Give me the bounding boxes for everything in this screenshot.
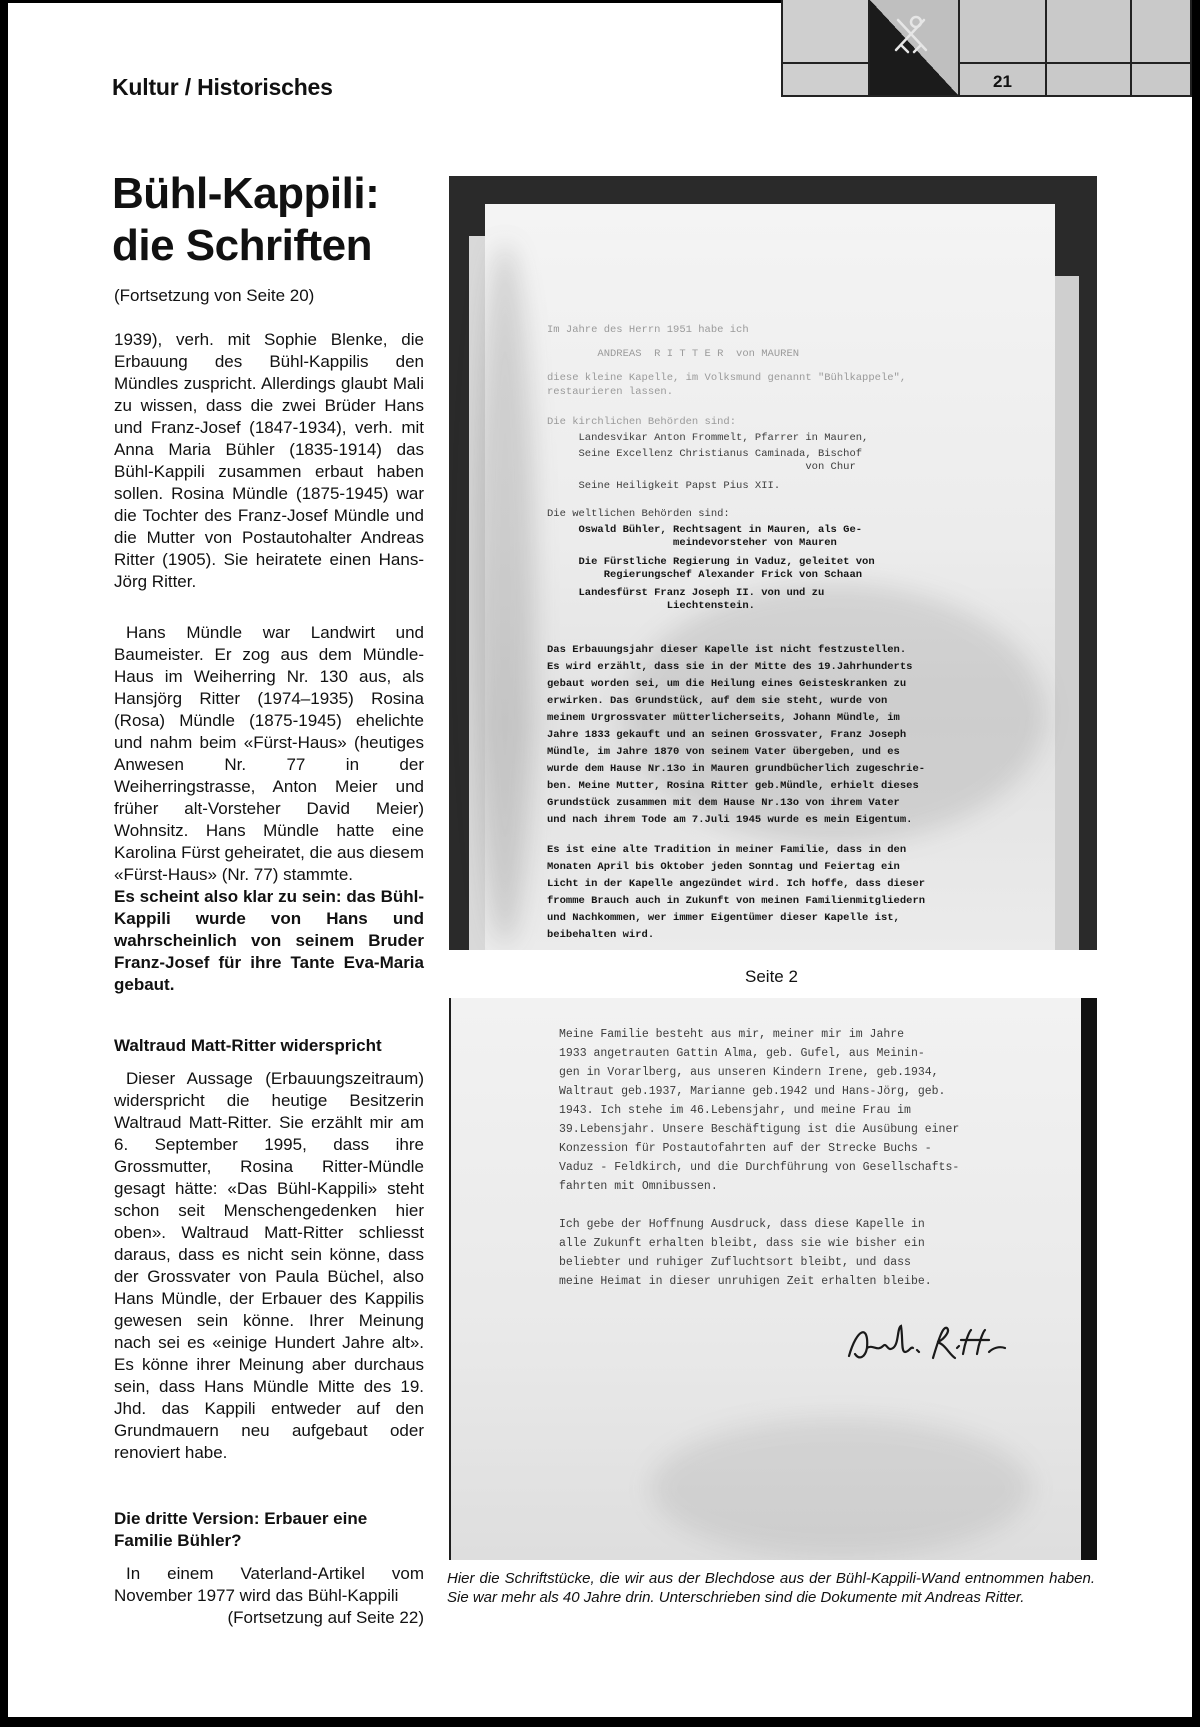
typed-line: Landesvikar Anton Frommelt, Pfarrer in Mauren, [547,432,869,444]
typed-line: Monaten April bis Oktober jeden Sonntag und Feiertag ein [547,861,900,873]
typed-line: Grundstück zusammen mit dem Hause Nr.13o von ihrem Vater [547,797,900,809]
typed-line: Landesfürst Franz Joseph II. von und zu [547,587,825,599]
typed-line: Die Fürstliche Regierung in Vaduz, geleitet von [547,556,875,568]
typed-line: wurde dem Hause Nr.13o in Mauren grundbücherlich zugeschrie- [547,763,926,775]
page-border-right [1192,0,1200,1727]
typed-line: Licht in der Kapelle angezündet wird. Ich hoffe, dass dieser [547,878,926,890]
header-cell [1045,0,1130,97]
paragraph-text: In einem Vaterland-Artikel vom November 1977 wird das Bühl-Kappili [114,1564,424,1605]
paragraph-text: Hans Mündle war Landwirt und Baumeister. Er zog aus dem Mündle-Haus im Weiherring Nr. 130 aus, als Hansjörg Ritter (1974–1935) Rosina (Rosa) Mündle (1875-1945) ehelichte und nahm beim «Fürst-Haus» (heutiges Anwesen Nr. 77 in der Weiherringstrasse, Anton Meier und früher alt-Vorsteher David Meier) Wohnsitz. Hans Mündle hatte eine Karolina Fürst geheiratet, die aus diesem «Fürst-Haus» (Nr. 77) stammte. [114,623,424,884]
typed-line: erwirken. Das Grundstück, auf dem sie steht, wurde von [547,695,888,707]
continued-from-note: (Fortsetzung von Seite 20) [114,286,315,305]
body-paragraph-3 [114,1068,424,1464]
typed-letter-sheet [485,204,1055,950]
continued-to-note: (Fortsetzung auf Seite 22) [227,1608,424,1627]
typed-line: Vaduz - Feldkirch, und die Durchführung von Gesellschafts- [559,1161,960,1174]
typed-line: ANDREAS R I T T E R von MAUREN [547,348,800,360]
document-photo-page-2 [449,998,1097,1560]
typed-letter-sheet [451,998,1081,1560]
header-cell [781,0,868,97]
typed-line: meinem Urgrossvater mütterlicherseits, Johann Mündle, im [547,712,900,724]
article-title [112,168,432,272]
paper-stain [651,1418,1031,1558]
typed-line: 39.Lebensjahr. Unsere Beschäftigung ist die Ausübung einer [559,1123,960,1136]
bold-conclusion: Es scheint also klar zu sein: das Bühl-Kappili wurde von Hans und wahrscheinlich von seinem Bruder Franz-Josef für ihre Tante Eva-Maria gebaut. [114,887,424,994]
typed-line: Ich gebe der Hoffnung Ausdruck, dass diese Kapelle in [559,1218,925,1231]
header-cell [1130,0,1192,97]
typed-line: ben. Meine Mutter, Rosina Ritter geb.Mündle, erhielt dieses [547,780,919,792]
typed-line: fahrten mit Omnibussen. [559,1180,718,1193]
typed-line: Jahre 1833 gekauft und an seinen Grossvater, Franz Joseph [547,729,907,741]
typed-line: gebaut worden sei, um die Heilung eines Geisteskranken zu [547,678,907,690]
handwritten-signature [843,1318,1013,1368]
paper-stain [475,244,535,944]
header-cell [958,0,1045,97]
typed-line: Waltraut geb.1937, Marianne geb.1942 und Hans-Jörg, geb. [559,1085,946,1098]
paragraph-text: Dieser Aussage (Erbauungszeitraum) widerspricht die heutige Besitzerin Waltraud Matt-Ritter. Sie erzählt mir am 6. September 1995, dass ihre Grossmutter, Rosina Ritter-Mündle gesagt hätte: «Das Bühl-Kappili» steht schon seit Menschengedenken hier oben». Waltraud Matt-Ritter schliesst daraus, dass es nicht sein könne, dass der Grossvater von Paula Büchel, also Hans Mündle, der Erbauer des Kappilis gewesen sein könne. Ihrer Meinung nach sei es «einige Hundert Jahre alt». Es könne ihrer Meinung aber durchaus sein, dass Hans Mündle Mitte des 19. Jhd. das Kappili entweder auf den Grundmauern neu aufgebaut oder renoviert habe. [114,1069,424,1462]
body-paragraph-2 [114,622,424,996]
typed-line: alle Zukunft erhalten bleibt, dass sie wie bisher ein [559,1237,925,1250]
typed-line: Liechtenstein. [547,600,755,612]
typed-line: Oswald Bühler, Rechtsagent in Mauren, als Ge- [547,524,863,536]
typed-line: meindevorsteher von Mauren [547,537,837,549]
typed-line: Die kirchlichen Behörden sind: [547,416,737,428]
typed-line: fromme Brauch auch in Zukunft von meinen Familienmitgliedern [547,895,926,907]
typed-line: Es ist eine alte Tradition in meiner Familie, dass in den [547,844,907,856]
typed-line: 1933 angetrauten Gattin Alma, geb. Gufel, aus Meinin- [559,1047,925,1060]
photo-caption: Hier die Schriftstücke, die wir aus der Blechdose aus der Bühl-Kappili-Wand entnommen haben. Sie war mehr als 40 Jahre drin. Unterschrieben sind die Dokumente mit Andreas Ritter. [447,1570,1095,1606]
typed-line: Die weltlichen Behörden sind: [547,508,730,520]
typed-line: beliebter und ruhiger Zufluchtsort bleibt, und dass [559,1256,911,1269]
subheading-dritte-version: Die dritte Version: Erbauer eine Familie Bühler? [114,1509,368,1550]
typed-line: Seine Heiligkeit Papst Pius XII. [547,480,781,492]
typed-line: Regierungschef Alexander Frick von Schaan [547,569,863,581]
title-line-1: Bühl-Kappili: [112,169,380,218]
title-line-2: die Schriften [112,221,372,270]
typed-line: von Chur [547,461,856,473]
typed-line: beibehalten wird. [547,929,655,941]
section-label: Kultur / Historisches [112,74,333,100]
typed-line: Seine Excellenz Christianus Caminada, Bischof [547,448,863,460]
typed-line: Im Jahre des Herrn 1951 habe ich [547,324,749,336]
document-photo-page-1 [449,176,1097,950]
photo-label-seite-2: Seite 2 [745,967,798,986]
typed-line: meine Heimat in dieser unruhigen Zeit erhalten bleibe. [559,1275,932,1288]
typed-line: restaurieren lassen. [547,386,674,398]
typed-line: und nach ihrem Tode am 7.Juli 1945 wurde es mein Eigentum. [547,814,913,826]
body-paragraph-4 [114,1563,424,1629]
body-paragraph-1 [114,329,424,593]
page-number: 21 [993,72,1012,91]
typed-line: diese kleine Kapelle, im Volksmund genannt "Bühlkappele", [547,372,907,384]
page-border-bottom [0,1717,1200,1727]
page-border-left [0,0,8,1727]
typed-line: gen in Vorarlberg, aus unseren Kindern Irene, geb.1934, [559,1066,939,1079]
typed-line: 1943. Ich stehe im 46.Lebensjahr, und meine Frau im [559,1104,911,1117]
photo-dark-edge [1081,998,1097,1560]
typed-line: Konzession für Postautofahrten auf der Strecke Buchs - [559,1142,932,1155]
typed-line: Mündle, im Jahre 1870 von seinem Vater übergeben, und es [547,746,900,758]
paragraph-text: 1939), verh. mit Sophie Blenke, die Erbauung des Bühl-Kappilis den Mündles zuspricht. Allerdings glaubt Mali zu wissen, dass die zwei Brüder Hans und Franz-Josef (1847-1934), verh. mit Anna Maria Bühler (1835-1914) das Bühl-Kappili zusammen erbaut haben sollen. Rosina Mündle (1875-1945) war die Tochter des Franz-Josef Mündle und die Mutter von Postautohalter Andreas Ritter (1905). Sie heiratete einen Hans-Jörg Ritter. [114,330,424,591]
coat-of-arms-icon [886,8,938,60]
subheading-widerspricht: Waltraud Matt-Ritter widerspricht [114,1036,382,1055]
typed-line: Das Erbauungsjahr dieser Kapelle ist nicht festzustellen. [547,644,907,656]
typed-line: Meine Familie besteht aus mir, meiner mir im Jahre [559,1028,905,1041]
header-tab-strip [781,0,1192,97]
typed-line: Es wird erzählt, dass sie in der Mitte des 19.Jahrhunderts [547,661,913,673]
header-emblem-cell [868,0,958,97]
typed-line: und Nachkommen, wer immer Eigentümer dieser Kapelle ist, [547,912,900,924]
